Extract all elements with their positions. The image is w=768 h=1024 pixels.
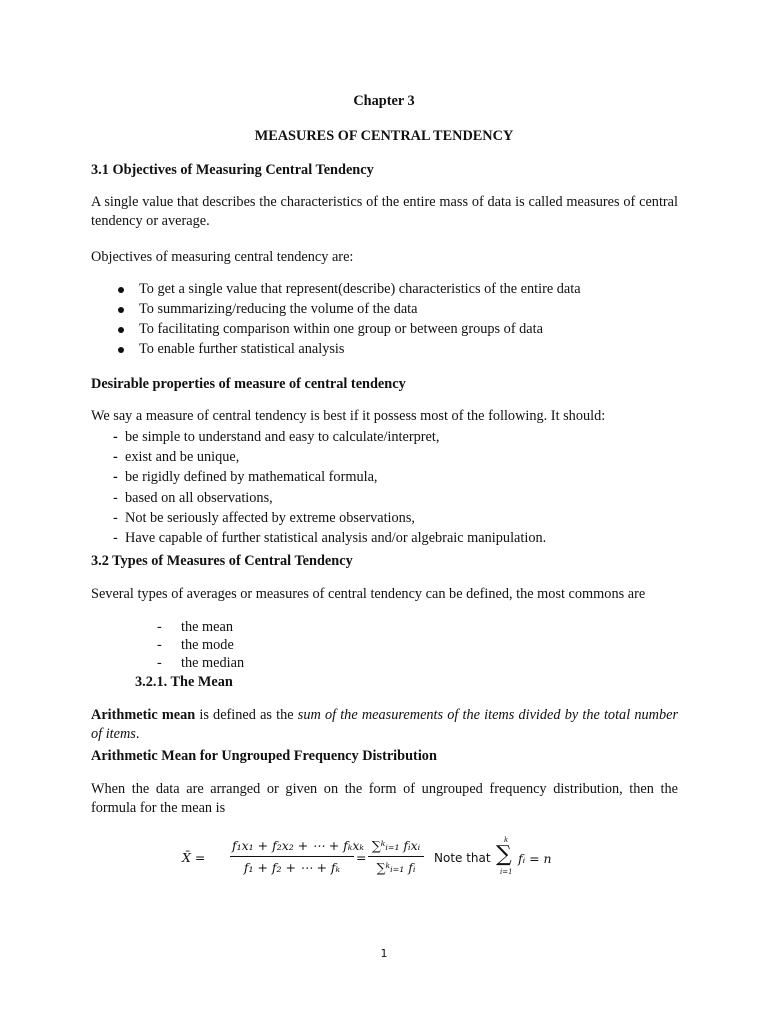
formula-fraction-1: f₁x₁ + f₂x₂ + ⋯ + fₖxₖ f₁ + f₂ + ⋯ + fₖ	[232, 838, 364, 875]
section-3-1-heading: 3.1 Objectives of Measuring Central Tendency	[91, 162, 374, 178]
bullet-icon	[118, 327, 124, 333]
formula-fraction-2: ∑ᵏᵢ₌₁ fᵢxᵢ ∑ᵏᵢ₌₁ fᵢ	[368, 836, 424, 877]
bullet-icon	[118, 307, 124, 313]
page-number: 1	[380, 947, 388, 960]
section-3-1-intro: A single value that describes the characteristics of the entire mass of data is called measures of central tendency or average.	[91, 194, 678, 229]
list-item: To enable further statistical analysis	[91, 340, 581, 360]
desirable-lead: We say a measure of central tendency is best if it possess most of the following. It should:	[91, 408, 606, 424]
chapter-title: MEASURES OF CENTRAL TENDENCY	[254, 128, 514, 144]
objectives-lead: Objectives of measuring central tendency are:	[91, 249, 354, 265]
section-3-2-lead: Several types of averages or measures of central tendency can be defined, the most commons are	[91, 586, 646, 602]
bullet-icon	[118, 347, 124, 353]
section-3-2-heading: 3.2 Types of Measures of Central Tendency	[91, 553, 353, 569]
ungrouped-heading: Arithmetic Mean for Ungrouped Frequency Distribution	[91, 748, 437, 764]
sigma-term: fᵢ = n	[518, 851, 552, 866]
bullet-icon	[118, 287, 124, 293]
chapter-label: Chapter 3	[353, 93, 415, 109]
objectives-list	[91, 280, 581, 360]
formula-note: Note that	[434, 851, 491, 865]
list-item: To summarizing/reducing the volume of the data	[91, 300, 581, 320]
desirable-heading: Desirable properties of measure of central tendency	[91, 376, 406, 392]
arithmetic-mean-definition: Arithmetic mean is defined as the sum of the measurements of the items divided by the total number of items.	[91, 707, 679, 742]
section-3-2-1-heading: 3.2.1. The Mean	[135, 674, 233, 690]
formula-lhs: X̄ =	[182, 850, 206, 865]
document-page: Chapter 3 MEASURES OF CENTRAL TENDENCY 3.1 Objectives of Measuring Central Tendency A single value that describes the characteristics of the entire mass of data is called measures of central tendency or average. Objectives of measuring central tendency are: To get a single value that represent(describe) characteristics of the entire data To summarizing/reducing the volume of the data To facilitating comparison within one group or between groups of data To enable further statistical analysis Desirable properties of measure of central tendency We say a measure of central tendency is best if it possess most of the following. It should: - be simple to understand and easy to calculate/interpret, - exist and be unique, - be rigidly defined by mathematical formula, - based on all observations, - Not be seriously affected by extreme observations, - Have capable of further statistical analysis and/or algebraic manipulation. 3.2 Types of Measures of Central Tendency Several types of averages or measures of central tendency can be defined, the most commons are - the mean - the mode - the median 3.2.1. The Mean Arithmetic mean is defined as the sum of the measurements of the items divided by the total number of items. Arithmetic Mean for Ungrouped Frequency Distribution When the data are arranged or given on the form of ungrouped frequency distribution, then the formula for the mean is X̄ = f₁x₁ + f₂x₂ + ⋯ + fₖxₖ f₁ + f₂ + ⋯ + fₖ = ∑ᵏᵢ₌₁ fᵢxᵢ ∑ᵏᵢ₌₁ fᵢ Note that k ∑ i=1 fᵢ = n 1	[0, 0, 768, 1024]
ungrouped-text: When the data are arranged or given on the form of ungrouped frequency distribution, then the formula for the mean is	[91, 781, 678, 816]
formula-equals: =	[356, 850, 367, 865]
sigma-lower-limit: i=1	[500, 868, 513, 876]
list-item: To get a single value that represent(describe) characteristics of the entire data	[91, 280, 581, 300]
sigma-upper-limit: k	[504, 836, 509, 844]
list-item: To facilitating comparison within one group or between groups of data	[91, 320, 581, 340]
sigma-symbol: ∑	[496, 842, 512, 867]
